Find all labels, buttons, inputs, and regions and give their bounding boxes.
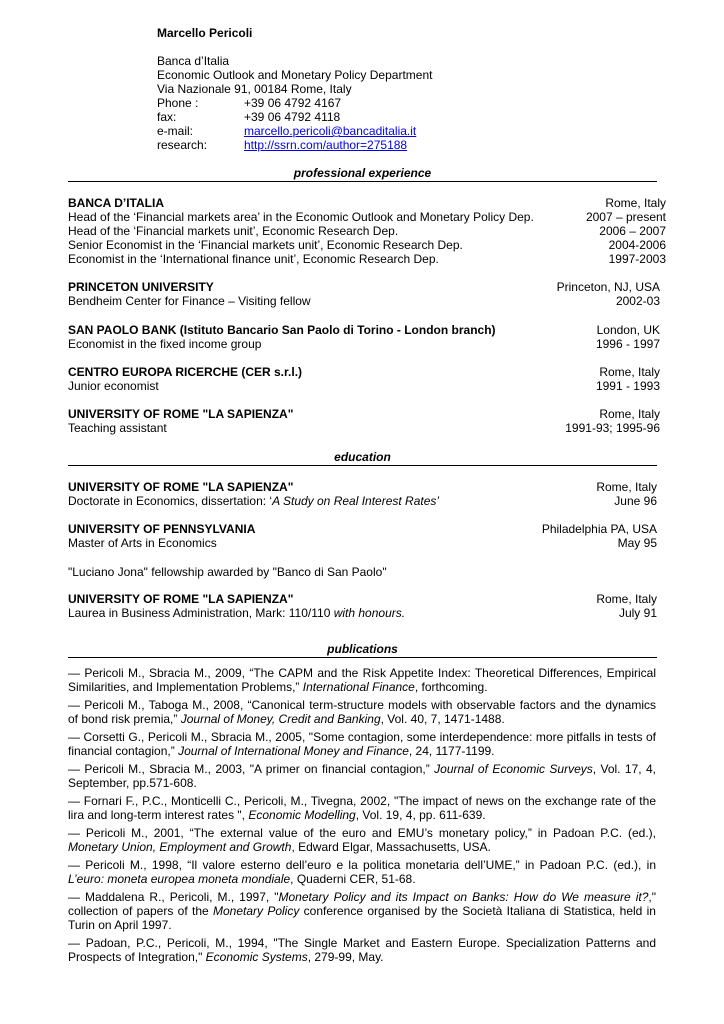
degree-title: Master of Arts in Economics (68, 536, 217, 550)
degree-title (68, 606, 405, 620)
publication-item: — Fornari F., P.C., Monticelli C., Pericoli, M., Tivegna, 2002, "The impact of news on the exchange rate of the lira and long-term interest rates ", Economic Modelling, Vol. 19, 4, pp. 611-639. (68, 794, 656, 822)
role-title: Economist in the ‘International finance unit’, Economic Research Dep. (68, 252, 439, 266)
org-name: BANCA D’ITALIA (68, 196, 164, 210)
publication-item: — Pericoli M., 1998, “Il valore esterno dell’euro e la politica monetaria dell’UME,” in Padoan P.C. (ed.), in L’euro: moneta europea moneta mondiale, Quaderni CER, 51-68. (68, 858, 656, 886)
period: May 95 (617, 536, 657, 550)
experience-entry-princeton (68, 280, 660, 308)
publication-item: — Pericoli M., 2001, “The external value of the euro and EMU’s monetary policy,” in Padoan P.C. (ed.), Monetary Union, Employment and Growth, Edward Elgar, Massachusetts, USA. (68, 826, 656, 854)
period: 1996 - 1997 (595, 337, 660, 351)
phone-row (157, 96, 432, 110)
honours-note: with honours. (333, 606, 406, 620)
publication-item: — Pericoli M., Sbracia M., 2009, “The CAPM and the Risk Appetite Index: Theoretical Differences, Empirical Similarities, and Implementation Problems,” International Finance, forthcoming. (68, 666, 656, 694)
experience-entry-bdi (68, 196, 666, 266)
publications-list (68, 666, 656, 968)
fellowship-note: "Luciano Jona" fellowship awarded by "Banco di San Paolo" (68, 565, 387, 579)
email-row (157, 124, 432, 138)
address: Via Nazionale 91, 00184 Rome, Italy (157, 82, 352, 96)
role-title: Head of the ‘Financial markets unit’, Economic Research Dep. (68, 224, 399, 238)
publication-item: — Corsetti G., Pericoli M., Sbracia M., 2005, "Some contagion, some interdependence: more pitfalls in tests of financial contagion,” Journal of International Money and Finance, 24, 1177-1199. (68, 730, 656, 758)
fax-label: fax: (157, 110, 177, 124)
research-label: research: (157, 138, 208, 152)
location: Rome, Italy (596, 592, 657, 606)
education-entry-penn (68, 522, 657, 550)
org-name: UNIVERSITY OF PENNSYLVANIA (68, 522, 256, 536)
location: Rome, Italy (599, 407, 660, 421)
period: 2002-03 (615, 294, 660, 308)
person-name: Marcello Pericoli (157, 26, 253, 40)
location: Princeton, NJ, USA (556, 280, 660, 294)
dissertation-title: A Study on Real Interest Rates’ (272, 494, 440, 508)
role-title: Bendheim Center for Finance – Visiting fellow (68, 294, 311, 308)
degree-text: Doctorate in Economics, dissertation: ‘ (68, 494, 273, 508)
role-title: Senior Economist in the ‘Financial markets unit’, Economic Research Dep. (68, 238, 463, 252)
org-name: UNIVERSITY OF ROME "LA SAPIENZA" (68, 592, 294, 606)
period: 2004-2006 (608, 238, 666, 252)
org-name: UNIVERSITY OF ROME "LA SAPIENZA" (68, 480, 294, 494)
experience-entry-cer (68, 365, 660, 393)
email-link[interactable]: marcello.pericoli@bancaditalia.it (244, 124, 417, 138)
location: London, UK (596, 323, 660, 337)
period: July 91 (618, 606, 657, 620)
period: 1991-93; 1995-96 (565, 421, 660, 435)
location: Rome, Italy (596, 480, 657, 494)
location: Rome, Italy (605, 196, 666, 210)
publication-item: — Pericoli M., Taboga M., 2008, “Canonical term-structure models with observable factors and the dynamics of bond risk premia,” Journal of Money, Credit and Banking, Vol. 40, 7, 1471-1488. (68, 698, 656, 726)
email-label: e-mail: (157, 124, 194, 138)
section-title-education: education (68, 450, 657, 466)
section-title-experience: professional experience (68, 166, 657, 182)
org-name: CENTRO EUROPA RICERCHE (CER s.r.l.) (68, 365, 303, 379)
fax-value: +39 06 4792 4118 (244, 110, 341, 124)
education-entry-laurea (68, 592, 657, 620)
org-name: SAN PAOLO BANK (Istituto Bancario San Paolo di Torino - London branch) (68, 323, 496, 337)
period: 2006 – 2007 (599, 224, 666, 238)
publication-item: — Padoan, P.C., Pericoli, M., 1994, "The Single Market and Eastern Europe. Specialization Patterns and Prospects of Integration," Economic Systems, 279-99, May. (68, 936, 656, 964)
phone-label: Phone : (157, 96, 199, 110)
publication-item: — Maddalena R., Pericoli, M., 1997, "Monetary Policy and its Impact on Banks: How do We measure it?," collection of papers of the Monetary Policy conference organised by the Società Italiana di Statistica, held in Turin on April 1997. (68, 890, 656, 932)
phone-value: +39 06 4792 4167 (244, 96, 342, 110)
degree-title (68, 494, 439, 508)
department: Economic Outlook and Monetary Policy Department (157, 68, 433, 82)
section-title-publications: publications (68, 642, 657, 658)
role-title: Teaching assistant (68, 421, 167, 435)
role-title: Head of the ‘Financial markets area’ in the Economic Outlook and Monetary Policy Dep. (68, 210, 534, 224)
experience-entry-sapienza (68, 407, 660, 435)
location: Rome, Italy (599, 365, 660, 379)
research-row (157, 138, 432, 152)
contact-header (157, 26, 432, 152)
period: 1991 - 1993 (595, 379, 660, 393)
degree-text: Laurea in Business Administration, Mark: 110/110 (68, 606, 334, 620)
fax-row (157, 110, 432, 124)
publication-item: — Pericoli M., Sbracia M., 2003, "A primer on financial contagion,” Journal of Economic Surveys, Vol. 17, 4, September, pp.571-608. (68, 762, 657, 790)
education-entry-phd (68, 480, 657, 508)
period: June 96 (614, 494, 657, 508)
org-name: UNIVERSITY OF ROME "LA SAPIENZA" (68, 407, 294, 421)
role-title: Economist in the fixed income group (68, 337, 262, 351)
employer: Banca d’Italia (157, 54, 230, 68)
location: Philadelphia PA, USA (541, 522, 657, 536)
role-title: Junior economist (68, 379, 159, 393)
experience-entry-sanpaolo (68, 323, 660, 351)
period: 1997-2003 (608, 252, 666, 266)
org-name: PRINCETON UNIVERSITY (68, 280, 214, 294)
period: 2007 – present (585, 210, 666, 224)
research-link[interactable]: http://ssrn.com/author=275188 (244, 138, 408, 152)
